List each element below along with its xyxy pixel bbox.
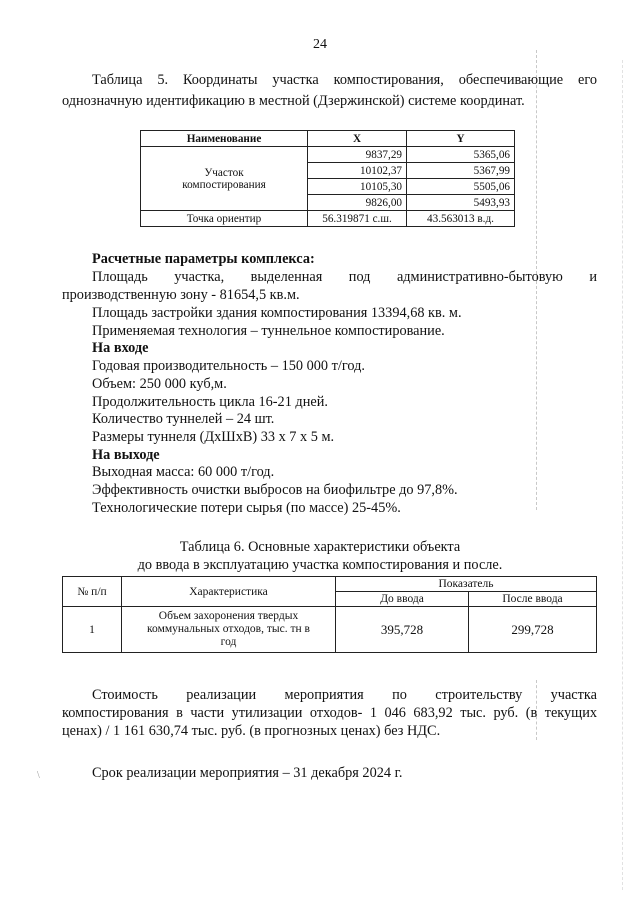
- table5-caption-line2: однозначную идентификацию в местной (Дзержинской) системе координат.: [62, 93, 525, 109]
- capacity: Годовая производительность – 150 000 т/год.: [92, 358, 365, 374]
- cost-word: строительству: [435, 687, 523, 703]
- header-characteristic: Характеристика: [122, 577, 336, 607]
- cost-word: реализации: [186, 687, 257, 703]
- cost-word: Стоимость: [92, 687, 158, 703]
- value-after: 299,728: [469, 607, 597, 653]
- landmark-x: 56.319871 с.ш.: [308, 211, 407, 227]
- scan-artifact-line: [622, 60, 623, 890]
- tunnel-size: Размеры туннеля (ДхШхВ) 33 х 7 х 5 м.: [92, 429, 335, 445]
- x-value: 10102,37: [308, 163, 407, 179]
- header-y: Y: [407, 131, 515, 147]
- site-label-cell: [141, 147, 308, 211]
- table6-caption-line1: Таблица 6. Основные характеристики объекта: [179, 539, 461, 555]
- cost-line2: компостирования в части утилизации отходов- 1 046 683,92 тыс. руб. (в текущих: [62, 705, 597, 721]
- characteristics-table: [62, 576, 597, 653]
- cost-word: по: [392, 687, 407, 703]
- cycle-duration: Продолжительность цикла 16-21 дней.: [92, 394, 328, 410]
- row-characteristic: [122, 607, 336, 653]
- table-row: [141, 147, 515, 163]
- building-area: Площадь застройки здания компостирования 13394,68 кв. м.: [92, 305, 462, 321]
- landmark-label: Точка ориентир: [141, 211, 308, 227]
- landmark-y: 43.563013 в.д.: [407, 211, 515, 227]
- row-num: 1: [63, 607, 122, 653]
- efficiency: Эффективность очистки выбросов на биофильтре до 97,8%.: [92, 482, 458, 498]
- tunnel-count: Количество туннелей – 24 шт.: [92, 411, 275, 427]
- deadline: Срок реализации мероприятия – 31 декабря 2024 г.: [92, 765, 403, 781]
- losses: Технологические потери сырья (по массе) 25-45%.: [92, 500, 401, 516]
- table6-caption-line2: до ввода в эксплуатацию участка компостирования и после.: [137, 557, 503, 573]
- area-word: выделенная: [250, 269, 323, 285]
- page-number: 24: [313, 37, 327, 52]
- area-word: под: [348, 269, 371, 285]
- header-indicator: Показатель: [336, 577, 597, 592]
- landmark-row: [141, 211, 515, 227]
- coordinates-table: [140, 130, 515, 227]
- params-heading: Расчетные параметры комплекса:: [92, 251, 315, 267]
- header-after: После ввода: [469, 592, 597, 607]
- characteristic-line3: год: [220, 636, 237, 648]
- input-heading: На входе: [92, 340, 149, 356]
- header-num: № п/п: [63, 577, 122, 607]
- site-label-line2: компостирования: [182, 178, 266, 191]
- x-value: 9837,29: [308, 147, 407, 163]
- volume: Объем: 250 000 куб,м.: [92, 376, 227, 392]
- y-value: 5505,06: [407, 179, 515, 195]
- characteristic-line2: коммунальных отходов, тыс. тн в: [147, 623, 310, 635]
- x-value: 9826,00: [308, 195, 407, 211]
- technology: Применяемая технология – туннельное компостирование.: [92, 323, 445, 339]
- table-row: [63, 607, 597, 653]
- area-line2: производственную зону - 81654,5 кв.м.: [62, 287, 300, 303]
- header-x: X: [308, 131, 407, 147]
- header-before: До ввода: [336, 592, 469, 607]
- header-name: Наименование: [141, 131, 308, 147]
- x-value: 10105,30: [308, 179, 407, 195]
- table-header-row: [141, 131, 515, 147]
- output-heading: На выходе: [92, 447, 160, 463]
- cost-word: мероприятия: [284, 687, 364, 703]
- scan-artifact-mark: \: [37, 770, 40, 781]
- y-value: 5365,06: [407, 147, 515, 163]
- area-word: и: [589, 269, 597, 285]
- y-value: 5493,93: [407, 195, 515, 211]
- value-before: 395,728: [336, 607, 469, 653]
- area-word: Площадь: [92, 269, 148, 285]
- cost-word: участка: [550, 687, 597, 703]
- area-word: административно-бытовую: [396, 269, 563, 285]
- table5-caption-line1: Таблица 5. Координаты участка компостирования, обеспечивающие его: [92, 72, 597, 88]
- table-header-row: [63, 577, 597, 592]
- output-mass: Выходная масса: 60 000 т/год.: [92, 464, 275, 480]
- area-word: участка,: [174, 269, 225, 285]
- cost-line3: ценах) / 1 161 630,74 тыс. руб. (в прогнозных ценах) без НДС.: [62, 723, 441, 739]
- site-label-line1: Участок: [204, 166, 244, 179]
- characteristic-line1: Объем захоронения твердых: [158, 610, 299, 622]
- y-value: 5367,99: [407, 163, 515, 179]
